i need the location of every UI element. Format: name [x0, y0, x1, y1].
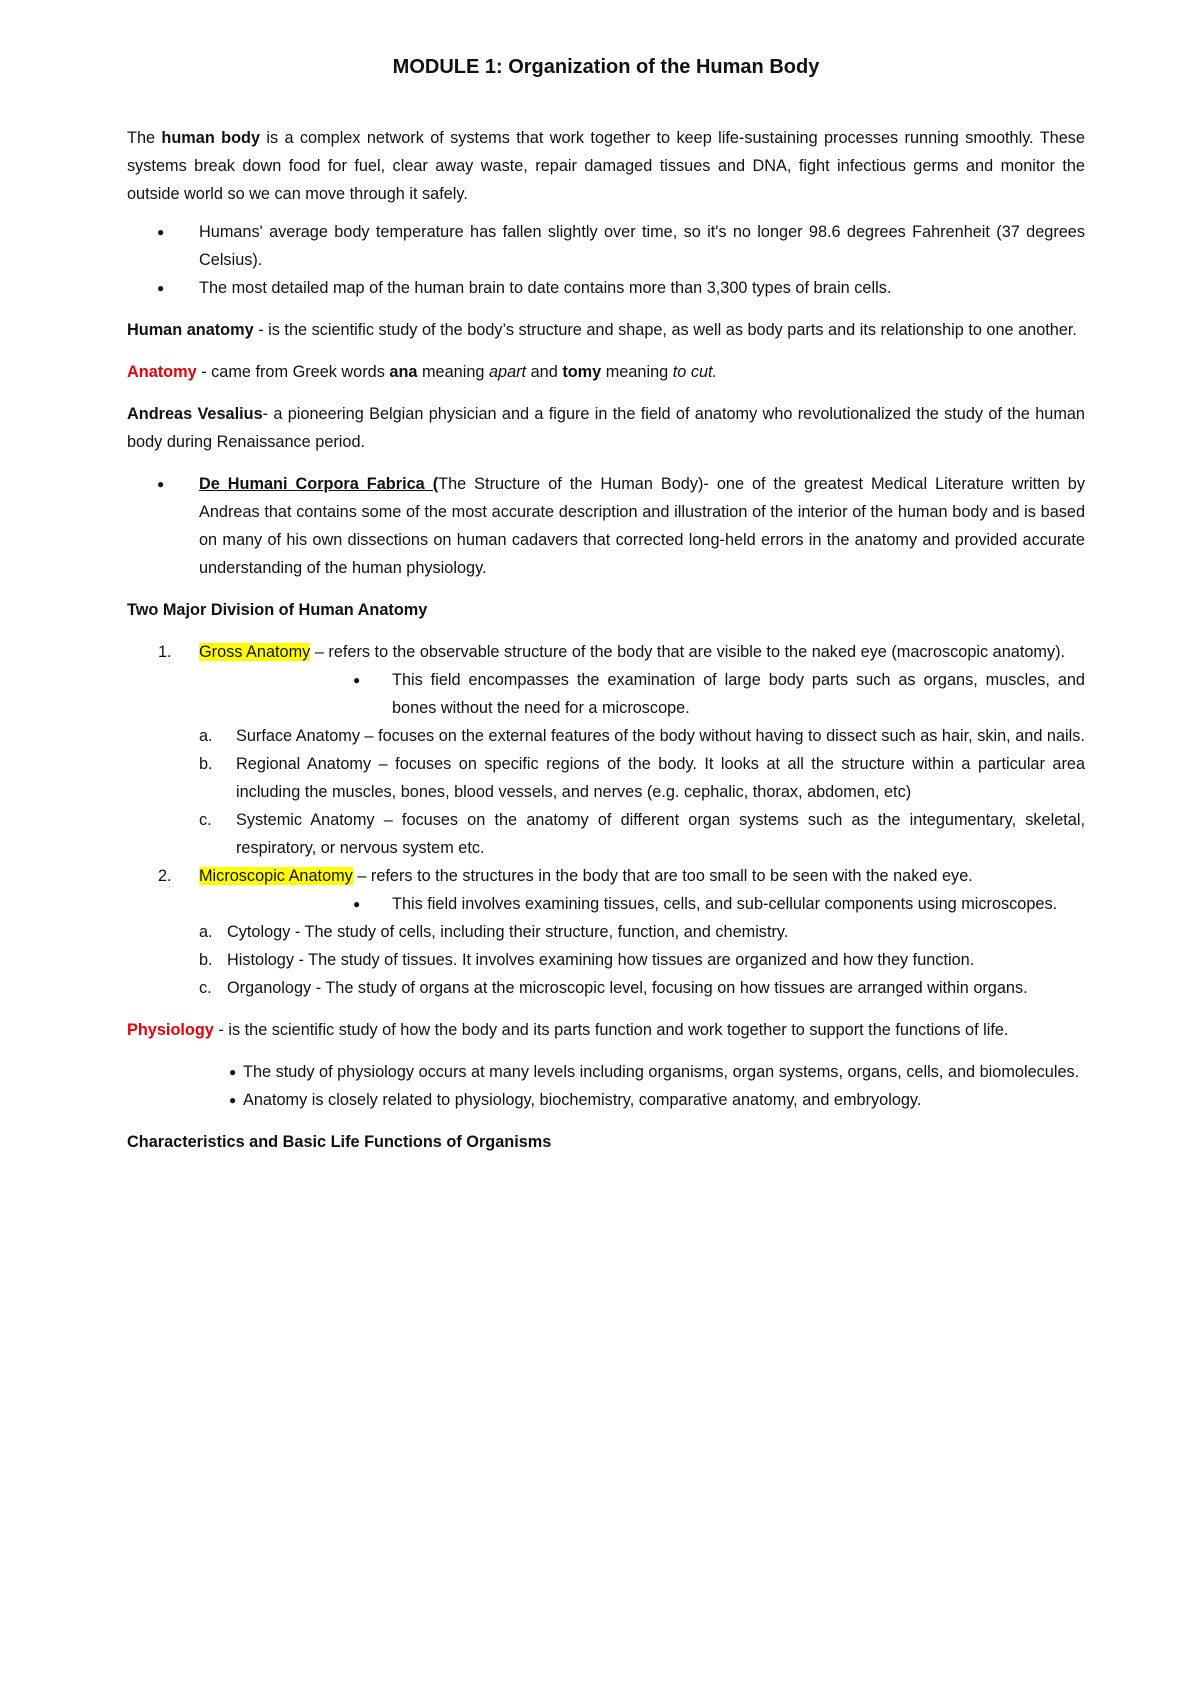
bullet-icon: ● — [353, 897, 361, 911]
gross-anatomy-bullet: ● This field encompasses the examination of large body parts such as organs, muscles, and bones without the need for a microscope. — [127, 666, 1085, 722]
microscopic-anatomy-item: 2. Microscopic Anatomy – refers to the structures in the body that are too small to be seen with the naked eye. — [127, 862, 1085, 890]
bullet-icon: ● — [157, 477, 165, 491]
list-number: 1. — [158, 643, 172, 661]
physiology-bullet: ● Anatomy is closely related to physiology, biochemistry, comparative anatomy, and embryology. — [127, 1086, 1085, 1114]
intro-paragraph: The human body is a complex network of systems that work together to keep life-sustaining processes running smoothly. These systems break down food for fuel, clear away waste, repair damaged tissues and DNA, fight infectious germs and monitor the outside world so we can move through it safely. — [127, 129, 1085, 203]
gross-sub-item: c. Systemic Anatomy – focuses on the anatomy of different organ systems such as the integumentary, skeletal, respiratory, or nervous system etc. — [127, 806, 1085, 862]
physiology-term: Physiology — [127, 1021, 214, 1039]
list-letter: c. — [199, 979, 212, 997]
microscopic-anatomy-bullet: ● This field involves examining tissues, cells, and sub-cellular components using microscopes. — [127, 890, 1085, 918]
fabrica-item: ● De Humani Corpora Fabrica (The Structure of the Human Body)- one of the greatest Medical Literature written by Andreas that contains some of the most accurate description and illustration of the interior of the human body and is based on many of his own dissections on human cadavers that corrected long-held errors in the anatomy and provided accurate understanding of the human physiology. — [127, 470, 1085, 582]
bullet-icon: ● — [229, 1065, 237, 1079]
physiology-bullet: ● The study of physiology occurs at many levels including organisms, organ systems, organs, cells, and biomolecules. — [127, 1058, 1085, 1086]
bullet-icon: ● — [229, 1093, 237, 1107]
anatomy-etymology: Anatomy - came from Greek words ana meaning apart and tomy meaning to cut. — [127, 363, 718, 381]
bullet-icon: ● — [157, 281, 165, 295]
list-number: 2. — [158, 867, 172, 885]
list-letter: b. — [199, 755, 213, 773]
list-letter: a. — [199, 923, 213, 941]
gross-sub-item: a. Surface Anatomy – focuses on the external features of the body without having to dissect such as hair, skin, and nails. — [127, 722, 1085, 750]
document-body — [127, 54, 1085, 1156]
divisions-heading: Two Major Division of Human Anatomy — [127, 601, 428, 619]
page-title: MODULE 1: Organization of the Human Body — [392, 56, 820, 78]
anatomy-term: Anatomy — [127, 363, 197, 381]
microscopic-anatomy-term: Microscopic Anatomy — [199, 867, 353, 885]
human-anatomy-term: Human anatomy — [127, 321, 254, 339]
characteristics-heading: Characteristics and Basic Life Functions of Organisms — [127, 1133, 552, 1151]
physiology-definition: Physiology - is the scientific study of how the body and its parts function and work together to support the functions of life. — [127, 1021, 1009, 1039]
human-anatomy-definition: Human anatomy - is the scientific study of the body’s structure and shape, as well as body parts and its relationship to one another. — [127, 321, 1077, 339]
gross-anatomy-term: Gross Anatomy — [199, 643, 311, 661]
vesalius-paragraph: Andreas Vesalius- a pioneering Belgian physician and a figure in the field of anatomy who revolutionalized the study of the human body during Renaissance period. — [127, 405, 1085, 451]
micro-sub-item: c. Organology - The study of organs at the microscopic level, focusing on how tissues are arranged within organs. — [127, 974, 1085, 1002]
list-letter: a. — [199, 727, 213, 745]
bullet-icon: ● — [353, 673, 361, 687]
bullet-icon: ● — [157, 225, 165, 239]
human-body-term: human body — [161, 129, 261, 147]
micro-sub-item: b. Histology - The study of tissues. It involves examining how tissues are organized and how they function. — [127, 946, 1085, 974]
fact-item: ● The most detailed map of the human brain to date contains more than 3,300 types of brain cells. — [127, 274, 1085, 302]
list-letter: b. — [199, 951, 213, 969]
gross-sub-item: b. Regional Anatomy – focuses on specific regions of the body. It looks at all the structure within a particular area including the muscles, bones, blood vessels, and nerves (e.g. cephalic, thorax, abdomen, etc) — [127, 750, 1085, 806]
gross-anatomy-item: 1. Gross Anatomy – refers to the observable structure of the body that are visible to the naked eye (macroscopic anatomy). — [127, 638, 1085, 666]
micro-sub-item: a. Cytology - The study of cells, including their structure, function, and chemistry. — [127, 918, 1085, 946]
fact-item: ● Humans' average body temperature has fallen slightly over time, so it's no longer 98.6 degrees Fahrenheit (37 degrees Celsius). — [127, 218, 1085, 274]
vesalius-name: Andreas Vesalius — [127, 405, 263, 423]
list-letter: c. — [199, 811, 212, 829]
fabrica-title: De Humani Corpora Fabrica ( — [199, 475, 439, 493]
